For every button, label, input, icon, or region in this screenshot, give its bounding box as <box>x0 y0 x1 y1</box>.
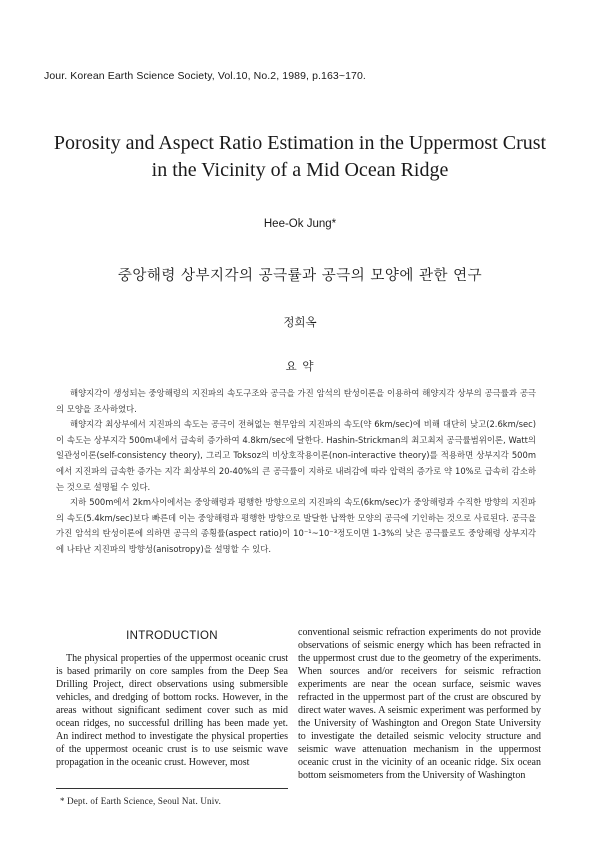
abstract <box>56 386 536 558</box>
abstract-paragraph-2: 해양지각 최상부에서 지진파의 속도는 공극이 전혀없는 현무암의 지진파의 속도(약 6km/sec)에 비해 대단히 낮고(2.6km/sec)이 속도는 상부지각 500m내에서 급속히 증가하여 4.8km/sec에 달한다. Hashin-Strickman의 최고최저 공극률범위이론, Watt의 일관성이론(self-consistency theory), 그리고 Toksoz의 비상호작용이론(non-interactive theory)를 적용하면 상부지각 500m에서 지진파의 급속한 증가는 지각 최상부의 20-40%의 큰 공극률이 지하로 내려감에 따라 압력의 증가로 약 10%로 급속히 감소하는 것으로 설명될 수 있다. <box>56 419 536 492</box>
introduction-heading: INTRODUCTION <box>126 630 218 642</box>
abstract-paragraph-1: 해양지각이 생성되는 중앙해령의 지진파의 속도구조와 공극을 가진 암석의 탄성이론을 이용하여 해양지각 상부의 공극률과 공극의 모양을 조사하였다. <box>56 388 536 414</box>
footnote-divider <box>56 788 288 789</box>
left-column <box>56 626 288 769</box>
title-line-1: Porosity and Aspect Ratio Estimation in the Uppermost Crust <box>53 132 547 154</box>
author-name: Hee-Ok Jung* <box>263 218 337 230</box>
introduction-left-text: The physical properties of the uppermost oceanic crust is based primarily on core samples from the Deep Sea Drilling Project, direct observations using submersible vehicles, and dredging of bottom rocks. However, in the areas without significant sediment cover such as mid ocean ridges, no successful drilling has been made yet. An indirect method to investigate the physical properties of the uppermost oceanic crust is to use seismic wave propagation in the oceanic crust. However, most <box>56 653 288 768</box>
right-column <box>298 626 541 782</box>
introduction-right-text: conventional seismic refraction experiments do not provide observations of seismic energy which has been refracted in the uppermost crust due to the geometry of the experiments. When sources and/or receivers for seismic refraction experiments are near the ocean surface, seismic waves refracted in the uppermost part of the crust are obscured by direct water waves. A seismic experiment was performed by the University of Washington and Oregon State University to investigate the detailed seismic velocity structure and seismic wave attenuation mechanism in the uppermost oceanic crust in the vicinity of an oceanic ridge. Six ocean bottom seismometers from the University of Washington <box>298 627 541 781</box>
abstract-heading: 요 약 <box>285 359 315 373</box>
journal-citation: Jour. Korean Earth Science Society, Vol.10, No.2, 1989, p.163~170. <box>44 70 366 82</box>
paper-title <box>30 130 570 184</box>
title-line-2: in the Vicinity of a Mid Ocean Ridge <box>151 159 449 181</box>
affiliation-footnote: * Dept. of Earth Science, Seoul Nat. Univ. <box>60 796 222 806</box>
abstract-paragraph-3: 지하 500m에서 2km사이에서는 중앙해령과 평행한 방향으로의 지진파의 속도(6km/sec)가 중앙해령과 수직한 방향의 지진파의 속도(5.4km/sec)보다 빠른데 이는 중앙해령과 평행한 방향으로 발달한 납짝한 모양의 공극에 기인하는 것으로 사료된다. 공극을 가진 암석의 탄성이론에 의하면 공극의 종횡률(aspect ratio)이 10⁻¹~10⁻³정도이면 1-3%의 낮은 공극률로도 중앙해령 상부지각에 나타난 지진파의 방향성(anisotropy)을 설명할 수 있다. <box>56 497 536 554</box>
korean-author-name: 정희옥 <box>283 315 317 329</box>
korean-title: 중앙해령 상부지각의 공극률과 공극의 모양에 관한 연구 <box>117 268 483 284</box>
